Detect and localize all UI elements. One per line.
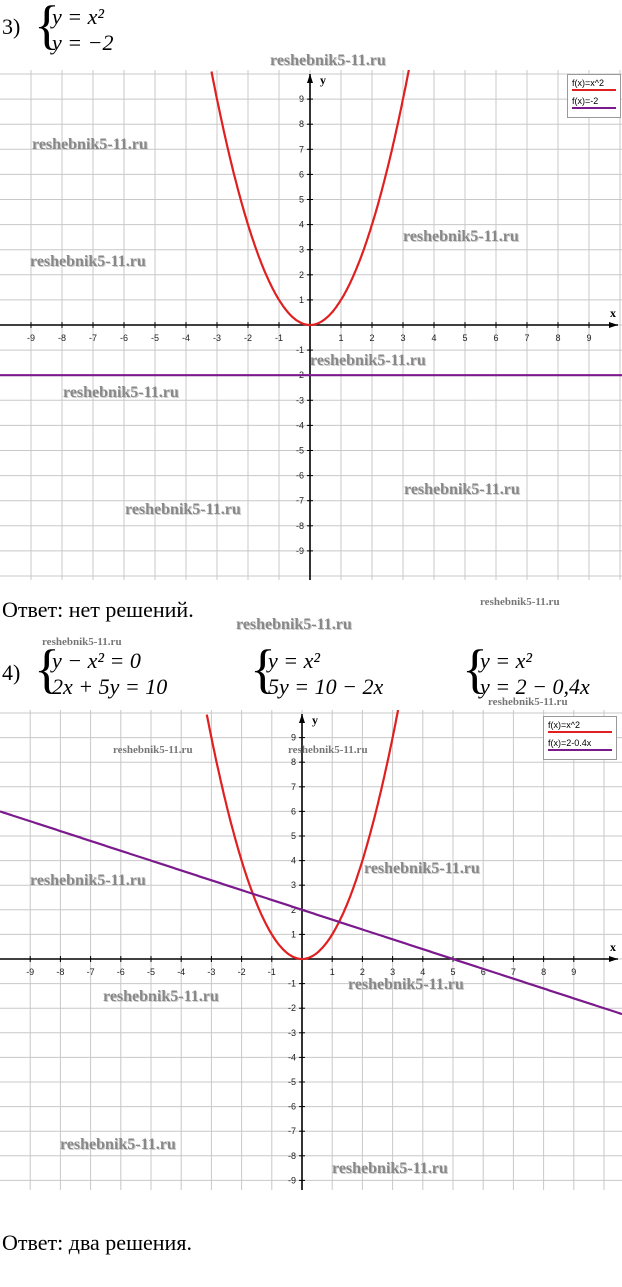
y-tick-label: -6: [295, 470, 304, 481]
y-tick-label: 6: [298, 169, 304, 180]
x-tick-label: -3: [212, 333, 222, 343]
watermark: reshebnik5-11.ru: [364, 860, 480, 877]
legend-swatch: [572, 107, 616, 109]
equation: y = 2 − 0,4x: [480, 674, 590, 699]
watermark: reshebnik5-11.ru: [488, 696, 568, 708]
watermark: reshebnik5-11.ru: [60, 1136, 176, 1153]
x-tick-label: -1: [274, 333, 284, 343]
x-tick-label: -5: [150, 333, 160, 343]
y-tick-label: 9: [298, 94, 304, 105]
legend-item: f(x)=x^2: [572, 78, 616, 93]
problem3-number: 3): [2, 14, 21, 39]
y-tick-label: -4: [287, 1052, 296, 1063]
y-tick-label: -2: [295, 370, 304, 381]
x-tick-label: 5: [462, 333, 468, 343]
brace-icon: {: [34, 639, 60, 699]
y-tick-label: 2: [298, 269, 304, 280]
problem4-answer: Ответ: два решения.: [2, 1230, 192, 1255]
problem4-system-2: [250, 639, 384, 700]
watermark: reshebnik5-11.ru: [30, 253, 146, 270]
equation: 2x + 5y = 10: [52, 674, 168, 699]
equation: y = x²: [480, 648, 532, 673]
y-tick-label: 5: [290, 831, 296, 841]
x-tick-label: 5: [450, 967, 456, 977]
watermark: reshebnik5-11.ru: [125, 501, 241, 518]
x-tick-label: -8: [57, 333, 67, 343]
y-tick-label: -8: [295, 520, 304, 531]
watermark: reshebnik5-11.ru: [63, 384, 179, 401]
y-tick-label: 4: [298, 219, 304, 230]
legend-swatch: [548, 749, 612, 751]
y-tick-label: 7: [298, 144, 304, 155]
legend-swatch: [572, 89, 616, 91]
watermark: reshebnik5-11.ru: [103, 988, 219, 1005]
y-axis-arrow-icon: [307, 74, 313, 83]
x-tick-label: -2: [243, 333, 253, 343]
legend-item: f(x)=2-0.4x: [548, 738, 612, 753]
brace-icon: {: [250, 639, 276, 699]
legend-problem4: [543, 716, 617, 760]
y-tick-label: 2: [290, 904, 296, 915]
problem3-answer: Ответ: нет решений.: [2, 597, 194, 622]
x-tick-label: -1: [267, 967, 276, 977]
legend-item: f(x)=x^2: [548, 720, 612, 735]
watermark: reshebnik5-11.ru: [42, 636, 122, 648]
x-tick-label: 3: [390, 967, 396, 977]
x-tick-label: 6: [493, 333, 499, 343]
watermark: reshebnik5-11.ru: [288, 744, 368, 756]
x-tick-label: -4: [177, 967, 186, 977]
y-tick-label: 8: [298, 119, 304, 130]
x-tick-label: 2: [359, 967, 365, 977]
equation: y = x²: [52, 4, 104, 29]
y-tick-label: 3: [298, 244, 304, 255]
y-tick-label: 4: [290, 855, 296, 866]
x-tick-label: 3: [400, 333, 406, 343]
y-tick-label: 7: [290, 781, 296, 792]
equation: y − x² = 0: [52, 648, 141, 673]
x-tick-label: -5: [146, 967, 156, 977]
watermark: reshebnik5-11.ru: [113, 744, 193, 756]
watermark: reshebnik5-11.ru: [348, 976, 464, 993]
watermark: reshebnik5-11.ru: [404, 481, 520, 498]
y-tick-label: -1: [295, 345, 304, 356]
legend-problem3: [567, 74, 621, 118]
watermark: reshebnik5-11.ru: [403, 228, 519, 245]
y-axis-label: y: [320, 73, 326, 87]
y-tick-label: -7: [287, 1126, 296, 1137]
x-tick-label: 4: [431, 333, 437, 343]
y-tick-label: -5: [287, 1077, 296, 1087]
y-tick-label: -7: [295, 495, 304, 506]
y-tick-label: 6: [290, 806, 296, 817]
x-tick-label: 7: [510, 967, 516, 977]
problem3-system: [34, 0, 114, 56]
x-tick-label: -6: [119, 333, 129, 343]
y-tick-label: -4: [295, 420, 304, 431]
y-tick-label: -3: [295, 395, 304, 406]
watermark: reshebnik5-11.ru: [30, 872, 146, 889]
x-tick-label: 1: [338, 333, 344, 343]
legend-swatch: [548, 731, 612, 733]
x-tick-label: -3: [207, 967, 216, 977]
x-tick-label: -2: [237, 967, 246, 977]
watermark: reshebnik5-11.ru: [332, 1160, 448, 1177]
y-tick-label: -1: [287, 978, 296, 989]
x-tick-label: -9: [26, 967, 35, 977]
y-tick-label: 1: [298, 294, 304, 305]
watermark: reshebnik5-11.ru: [480, 596, 560, 608]
x-tick-label: 1: [329, 967, 335, 977]
x-tick-label: -4: [181, 333, 191, 343]
equation: 5y = 10 − 2x: [268, 674, 384, 699]
x-tick-label: 8: [541, 967, 547, 977]
brace-icon: {: [34, 0, 60, 55]
y-tick-label: -9: [295, 545, 304, 556]
problem4-number: 4): [2, 660, 21, 685]
y-tick-label: -9: [287, 1175, 296, 1186]
equation: y = x²: [268, 648, 320, 673]
y-tick-label: 9: [290, 732, 296, 743]
y-tick-label: -6: [287, 1101, 296, 1112]
y-axis-arrow-icon: [299, 714, 305, 723]
legend-item: f(x)=-2: [572, 96, 616, 111]
x-tick-label: 8: [555, 333, 561, 343]
watermark: reshebnik5-11.ru: [32, 136, 148, 153]
watermark: reshebnik5-11.ru: [270, 52, 386, 69]
watermark: reshebnik5-11.ru: [310, 352, 426, 369]
y-tick-label: -3: [287, 1027, 296, 1038]
y-tick-label: -8: [287, 1150, 296, 1161]
y-tick-label: 8: [290, 757, 296, 768]
x-tick-label: 6: [480, 967, 486, 977]
x-axis-arrow-icon: [609, 956, 618, 962]
y-tick-label: 1: [290, 929, 296, 940]
grid: [0, 710, 622, 1190]
equation: y = −2: [52, 30, 114, 55]
brace-icon: {: [462, 639, 488, 699]
x-tick-label: -9: [26, 333, 36, 343]
watermark: reshebnik5-11.ru: [236, 616, 352, 633]
x-axis-arrow-icon: [609, 322, 618, 328]
problem4-system-3: [462, 639, 590, 700]
x-tick-label: -7: [86, 967, 95, 977]
x-tick-label: 4: [420, 967, 426, 977]
y-tick-label: -2: [287, 1003, 296, 1014]
x-tick-label: -6: [116, 967, 125, 977]
y-tick-label: 3: [290, 880, 296, 891]
y-axis-label: y: [312, 713, 318, 727]
x-tick-label: 9: [571, 967, 577, 977]
y-tick-label: -5: [295, 445, 304, 456]
x-axis-label: x: [610, 940, 616, 954]
x-tick-label: 7: [524, 333, 530, 343]
y-tick-label: 5: [298, 194, 304, 205]
x-tick-label: 2: [369, 333, 375, 343]
x-tick-label: -7: [88, 333, 98, 343]
x-tick-label: 9: [586, 333, 592, 343]
x-tick-label: -8: [56, 967, 65, 977]
x-axis-label: x: [610, 306, 616, 320]
